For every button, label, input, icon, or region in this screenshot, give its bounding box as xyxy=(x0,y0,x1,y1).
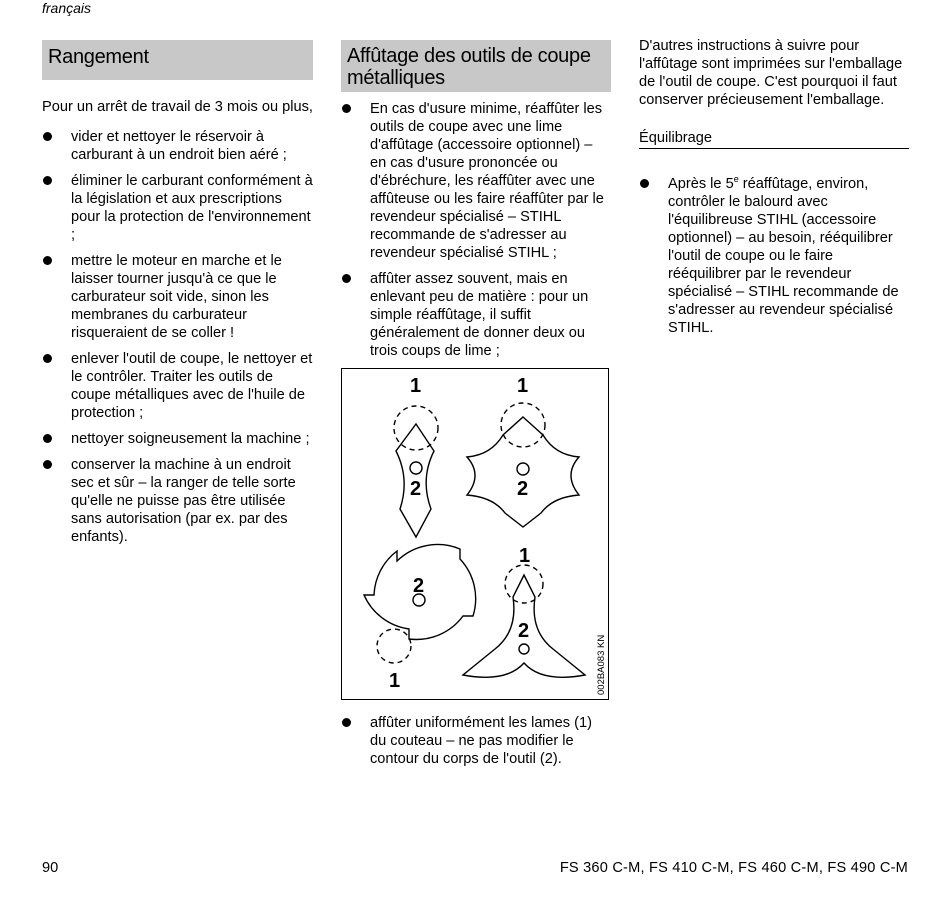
list-item: nettoyer soigneusement la machine ; xyxy=(42,430,313,448)
label-2-tool-c: 2 xyxy=(413,575,425,597)
bullet-icon xyxy=(342,274,351,283)
figure-code: 002BA083 KN xyxy=(596,634,607,695)
bullet-icon xyxy=(43,256,52,265)
sharpening-list-after xyxy=(341,714,611,768)
packaging-note: D'autres instructions à suivre pour l'affûtage sont imprimées sur l'emballage de l'outil de coupe. C'est pourquoi il faut conserver précieusement l'emballage. xyxy=(639,38,903,108)
bullet-icon xyxy=(43,354,52,363)
list-item: affûter assez souvent, mais en enlevant peu de matière : pour un simple réaffûtage, il suffit généralement de donner deux ou trois coups de lime ; xyxy=(341,270,611,360)
bullet-icon xyxy=(43,132,52,141)
model-list: FS 360 C-M, FS 410 C-M, FS 460 C-M, FS 490 C-M xyxy=(559,860,908,876)
list-item: vider et nettoyer le réservoir à carburant à un endroit bien aéré ; xyxy=(42,128,313,164)
balancing-section xyxy=(639,37,909,345)
label-2-tool-b: 2 xyxy=(517,478,529,500)
list-item: affûter uniformément les lames (1) du couteau – ne pas modifier le contour du corps de l'outil (2). xyxy=(341,714,611,768)
label-2-tool-d: 2 xyxy=(518,620,530,642)
sharpening-section xyxy=(341,40,611,776)
label-1-tool-d: 1 xyxy=(519,545,531,567)
storage-heading: Rangement xyxy=(42,40,313,80)
storage-intro: Pour un arrêt de travail de 3 mois ou plus, xyxy=(42,99,313,115)
label-2-tool-a: 2 xyxy=(410,478,422,500)
label-1-tool-a: 1 xyxy=(410,375,422,397)
cutting-tools-figure xyxy=(341,368,609,700)
sharpening-heading: Affûtage des outils de coupe métalliques xyxy=(341,40,611,92)
list-item: enlever l'outil de coupe, le nettoyer et le contrôler. Traiter les outils de coupe métalliques avec de l'huile de protection ; xyxy=(42,350,313,422)
language-label: français xyxy=(42,0,92,16)
bullet-icon xyxy=(342,718,351,727)
bullet-icon xyxy=(342,104,351,113)
bullet-icon xyxy=(43,434,52,443)
sharpening-list xyxy=(341,100,611,360)
list-item: conserver la machine à un endroit sec et sûr – la ranger de telle sorte qu'elle ne puisse pas être utilisée sans autorisation (par ex. par des enfants). xyxy=(42,456,313,546)
balancing-heading: Équilibrage xyxy=(639,129,909,149)
balancing-list xyxy=(639,175,909,337)
bullet-icon xyxy=(43,460,52,469)
page-number: 90 xyxy=(42,860,59,876)
list-item: éliminer le carburant conformément à la législation et aux prescriptions pour la protection de l'environnement ; xyxy=(42,172,313,244)
list-item: En cas d'usure minime, réaffûter les outils de coupe avec une lime d'affûtage (accessoire optionnel) – en cas d'usure prononcée ou d'ébréchure, les réaffûter avec une affûteuse ou les faire réaffûter par le revendeur spécialisé – STIHL recommande de s'adresser au revendeur spécialisé STIHL ; xyxy=(341,100,611,262)
list-item: Après le 5e réaffûtage, environ, contrôler le balourd avec l'équilibreuse STIHL (accessoire optionnel) – au besoin, rééquilibrer l'outil de coupe ou le faire rééquilibrer par le revendeur spécialisé – STIHL recommande de s'adresser au revendeur spécialisé STIHL. xyxy=(639,175,909,337)
label-1-tool-b: 1 xyxy=(517,375,529,397)
bullet-icon xyxy=(43,176,52,185)
list-item: mettre le moteur en marche et le laisser tourner jusqu'à ce que le carburateur soit vide, sinon les membranes du carburateur risqueraient de se coller ! xyxy=(42,252,313,342)
storage-section xyxy=(42,40,313,554)
label-1-tool-c: 1 xyxy=(389,670,401,692)
four-blade-star-shape xyxy=(467,417,579,527)
bullet-icon xyxy=(640,179,649,188)
storage-list xyxy=(42,128,313,546)
cutting-tools-illustration xyxy=(342,369,608,699)
